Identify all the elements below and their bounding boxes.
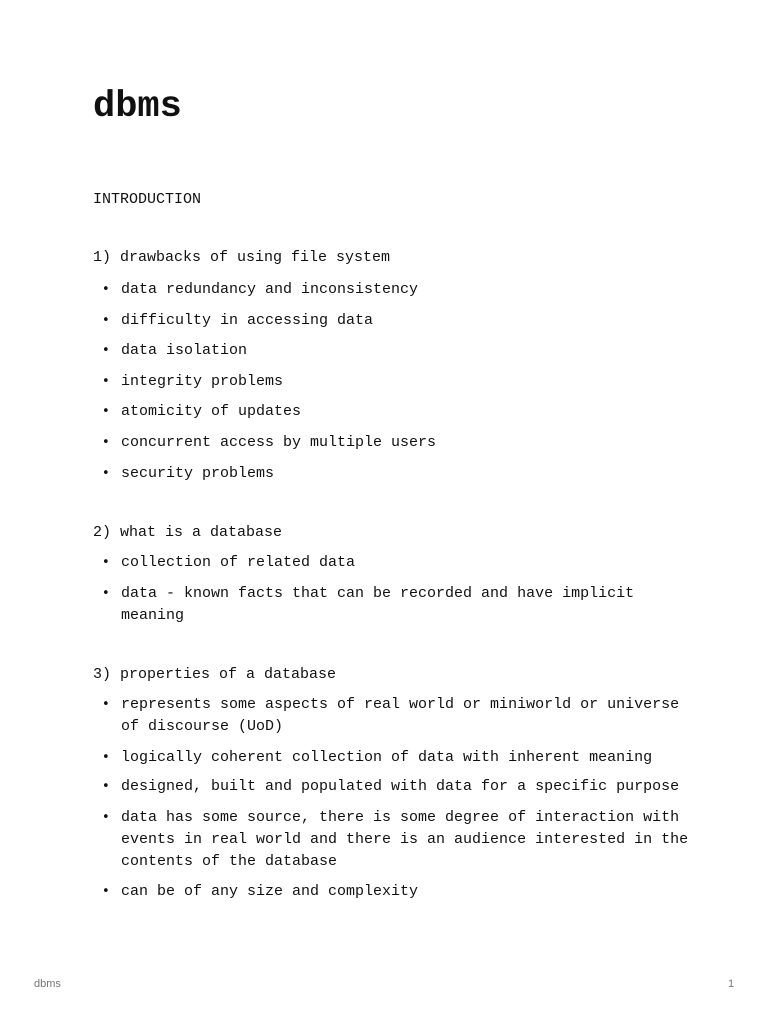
- list-item: [93, 776, 693, 798]
- bullet-icon: •: [102, 312, 110, 328]
- list-item: [93, 401, 693, 423]
- list-item-text: difficulty in accessing data: [121, 311, 374, 329]
- section-what-is-database: [93, 523, 693, 627]
- list-item-text: designed, built and populated with data for a specific purpose: [121, 778, 680, 796]
- list-item: [93, 807, 693, 873]
- section-properties: [93, 665, 693, 903]
- page-title: dbms: [93, 86, 182, 128]
- bullet-icon: •: [102, 404, 110, 420]
- list-item-text: logically coherent collection of data with inherent meaning: [121, 748, 653, 766]
- list-item-text: concurrent access by multiple users: [121, 433, 437, 451]
- bullet-icon: •: [102, 434, 110, 450]
- bullet-icon: •: [102, 465, 110, 481]
- bullet-icon: •: [102, 884, 110, 900]
- list-item-text: data isolation: [121, 342, 248, 360]
- list-item: [93, 881, 693, 903]
- list-item-text: integrity problems: [121, 372, 284, 390]
- list-item: [93, 694, 693, 738]
- list-item-text: represents some aspects of real world or miniworld or universe of discourse (UoD): [121, 696, 680, 735]
- list-item: [93, 747, 693, 769]
- list-item-text: data has some source, there is some degree of interaction with events in real world and there is an audience interested in the contents of the database: [121, 808, 689, 870]
- bullet-icon: •: [102, 809, 110, 825]
- section-drawbacks: [93, 248, 693, 485]
- list-item: [93, 340, 693, 362]
- bullet-list: [93, 552, 693, 627]
- section-heading: 1) drawbacks of using file system: [93, 249, 391, 266]
- list-item: [93, 279, 693, 301]
- bullet-list: [93, 694, 693, 903]
- list-item-text: security problems: [121, 464, 275, 482]
- list-item: [93, 310, 693, 332]
- list-item-text: data - known facts that can be recorded and have implicit meaning: [121, 584, 635, 624]
- bullet-icon: •: [102, 749, 110, 765]
- list-item-text: data redundancy and inconsistency: [121, 281, 419, 298]
- bullet-list: [93, 279, 693, 485]
- list-item: [93, 552, 693, 574]
- bullet-icon: •: [102, 282, 110, 297]
- list-item-text: atomicity of updates: [121, 403, 302, 421]
- bullet-icon: •: [102, 343, 110, 359]
- bullet-icon: •: [102, 585, 110, 601]
- list-item: [93, 463, 693, 485]
- section-heading: 2) what is a database: [93, 524, 283, 541]
- list-item-text: can be of any size and complexity: [121, 883, 419, 901]
- bullet-icon: •: [102, 555, 110, 570]
- list-item: [93, 583, 693, 627]
- section-heading: 3) properties of a database: [93, 666, 337, 683]
- footer-page-number: 1: [728, 978, 735, 990]
- list-item-text: collection of related data: [121, 554, 356, 571]
- bullet-icon: •: [102, 779, 110, 795]
- intro-heading: INTRODUCTION: [93, 191, 202, 208]
- bullet-icon: •: [102, 697, 110, 712]
- footer-doc-name: dbms: [34, 978, 61, 990]
- list-item: [93, 432, 693, 454]
- list-item: [93, 371, 693, 393]
- bullet-icon: •: [102, 373, 110, 389]
